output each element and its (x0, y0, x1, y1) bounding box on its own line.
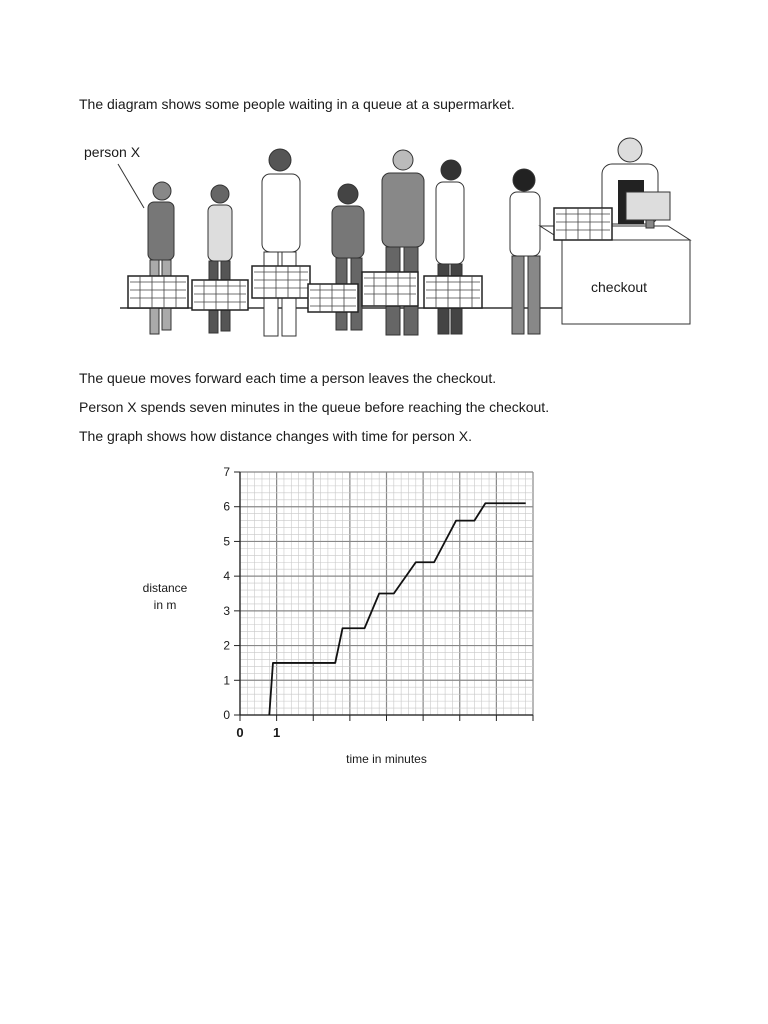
graph-intro-text: The graph shows how distance changes with time for person X. (79, 428, 472, 444)
queue-illustration (78, 136, 698, 346)
person-spends-text: Person X spends seven minutes in the queue before reaching the checkout. (79, 399, 550, 415)
y-tick-label: 2 (223, 638, 230, 653)
y-tick-label: 3 (223, 603, 230, 618)
person-x-pointer (118, 164, 144, 208)
person-x-label: person X (84, 144, 141, 160)
x-tick-label: 1 (273, 725, 281, 740)
queue-person-figure (308, 184, 364, 330)
y-tick-label: 6 (223, 499, 230, 514)
y-tick-label: 5 (223, 534, 230, 549)
graph-labels (143, 465, 427, 766)
distance-time-line (269, 503, 525, 715)
distance-time-graph (120, 460, 560, 770)
x-tick-label: 0 (236, 725, 244, 740)
queue-moves-text: The queue moves forward each time a person leaves the checkout. (79, 370, 497, 386)
y-tick-label: 0 (223, 708, 230, 722)
person-x-figure (128, 182, 188, 334)
y-axis-label: in m (153, 598, 177, 612)
queue-person-figure (424, 160, 482, 334)
intro-text: The diagram shows some people waiting in a queue at a supermarket. (79, 96, 515, 112)
y-axis-label: distance (142, 581, 188, 595)
graph-ticks (234, 472, 533, 721)
x-axis-label: time in minutes (346, 752, 427, 766)
checkout-label: checkout (591, 279, 648, 295)
y-tick-label: 7 (223, 465, 230, 479)
graph-series (269, 503, 525, 715)
y-tick-label: 4 (223, 569, 230, 584)
y-tick-label: 1 (223, 673, 230, 688)
queue-person-figure (192, 185, 248, 333)
child-figure (510, 169, 540, 334)
